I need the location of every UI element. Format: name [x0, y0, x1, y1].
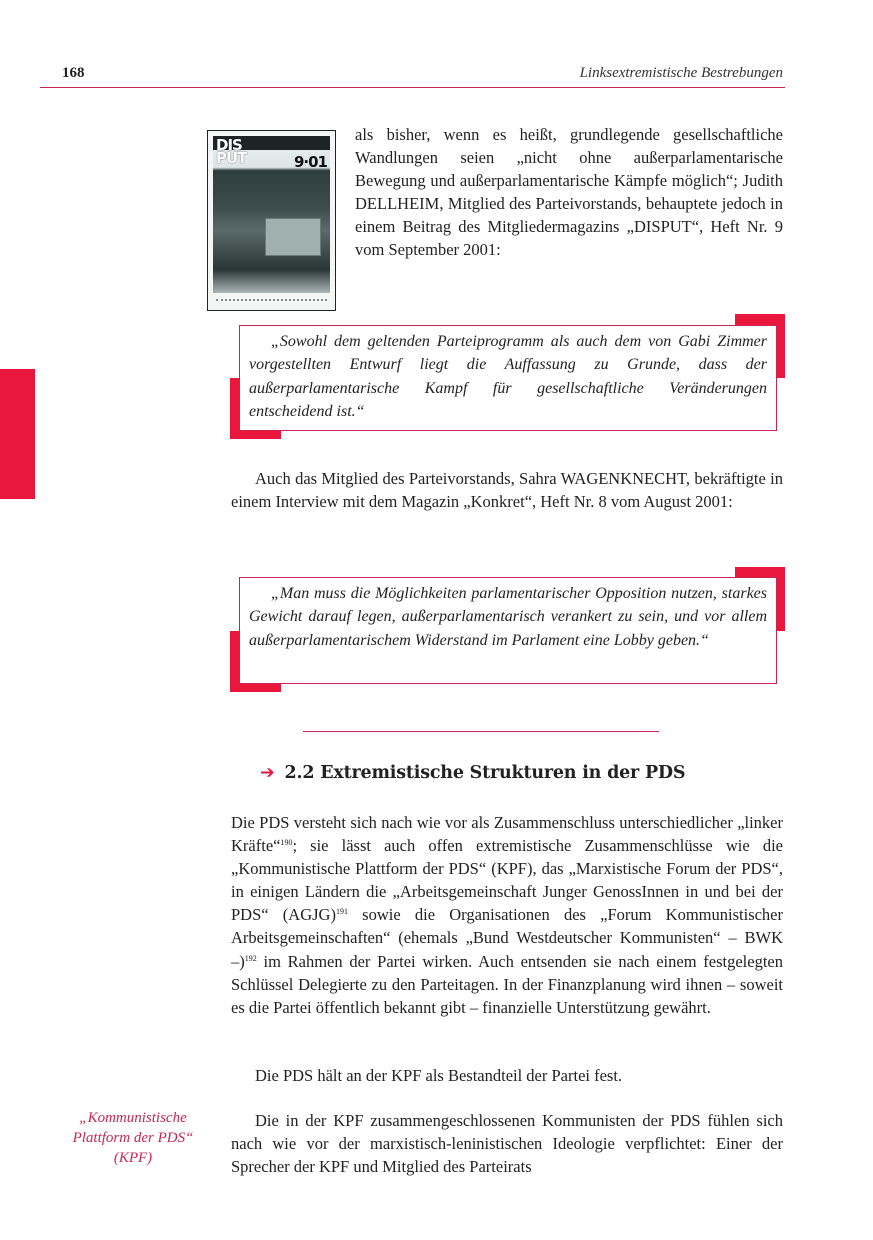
header-rule: [40, 87, 785, 88]
paragraph-wagenknecht: Auch das Mitglied des Parteivorstands, Sahra WAGENKNECHT, bekräftigte in einem Interview mit dem Magazin „Konkret“, Heft Nr. 8 vom August 2001:: [231, 469, 783, 512]
cover-logo-line1: DIS: [216, 136, 242, 154]
cover-logo: [216, 136, 247, 167]
footnote-ref-192[interactable]: 192: [244, 953, 257, 963]
cover-issue-number: 9·01: [293, 153, 327, 171]
footnote-ref-190[interactable]: 190: [280, 838, 293, 848]
arrow-right-icon: ➔: [260, 763, 275, 783]
chapter-tab-marker: [0, 369, 35, 499]
paragraph-pds-structures: [231, 811, 783, 1019]
paragraph-kpf-component: Die PDS hält an der KPF als Bestandteil der Partei fest.: [255, 1066, 623, 1085]
page-number: 168: [62, 65, 85, 81]
margin-note-line: Plattform der PDS“: [72, 1130, 194, 1146]
footnote-ref-191[interactable]: 191: [335, 907, 348, 917]
margin-note-line: „Kommunistische: [79, 1110, 187, 1126]
text-run: sowie die Organisationen des „Forum Kommunistischer Arbeitsgemeinschaften“ (ehemals „Bund Westdeutscher Kommunisten“ – BWK –): [231, 905, 784, 971]
cover-banner-graphic: [265, 218, 321, 256]
section-number: 2.2: [284, 763, 315, 783]
section-divider: [303, 731, 659, 732]
margin-note-line: (KPF): [113, 1150, 153, 1166]
text-run: im Rahmen der Partei wirken. Auch entsenden sie nach einem festgelegten Schlüssel Delegierte zu den Parteitagen. In der Finanzplanung wird ihnen – soweit es die Partei öffentlich bekannt gibt – finanzielle Unterstützung gewährt.: [231, 951, 783, 1017]
quote-text: „Sowohl dem geltenden Parteiprogramm als auch dem von Gabi Zimmer vorgestellten Entwurf liegt die Auffassung zu Grunde, dass der außerparlamentarische Kampf für gesellschaftliche Veränderungen entscheidend ist.“: [249, 333, 767, 420]
quote-text: „Man muss die Möglichkeiten parlamentarischer Opposition nutzen, starkes Gewicht darauf legen, außerparlamentarisch verankert zu sein, und vor allem außerparlamentarischem Widerstand im Parlament eine Lobby geben.“: [249, 585, 767, 649]
cover-footer-line: [216, 299, 327, 304]
magazine-cover-image: [207, 130, 336, 311]
running-title: Linksextremistische Bestrebungen: [579, 65, 783, 81]
margin-note-kpf: [58, 1108, 208, 1168]
text-run: ; sie lässt auch offen extremistische Zusammenschlüsse wie die „Kommunistische Plattform der PDS“ (KPF), das „Marxistische Forum der PDS“, in einigen Ländern die „Arbeitsgemeinschaft Junger GenossInnen in und bei der PDS“ (AGJG): [231, 836, 783, 925]
text-run: Die PDS versteht sich nach wie vor als Zusammenschluss unterschiedlicher „linker Kräfte“: [231, 813, 783, 856]
section-heading: [260, 763, 685, 783]
cover-logo-line2: PUT: [216, 149, 247, 167]
blockquote-dellheim: [239, 325, 777, 431]
cover-photo: [213, 136, 330, 293]
paragraph-kpf-ideology: Die in der KPF zusammengeschlossenen Kommunisten der PDS fühlen sich nach wie vor der marxistisch-leninistischen Ideologie verpflichtet: Einer der Sprecher der KPF und Mitglied des Parteirats: [231, 1111, 783, 1177]
paragraph-intro: als bisher, wenn es heißt, grundlegende gesellschaftliche Wandlungen seien „nicht ohne außerparlamentarische Bewegung und außerparlamentarische Kämpfe möglich“; Judith DELLHEIM, Mitglied des Parteivorstands, behauptete jedoch in einem Beitrag des Mitgliedermagazins „DISPUT“, Heft Nr. 9 vom September 2001:: [355, 125, 783, 260]
section-title: Extremistische Strukturen in der PDS: [320, 763, 686, 783]
blockquote-wagenknecht: [239, 577, 777, 684]
